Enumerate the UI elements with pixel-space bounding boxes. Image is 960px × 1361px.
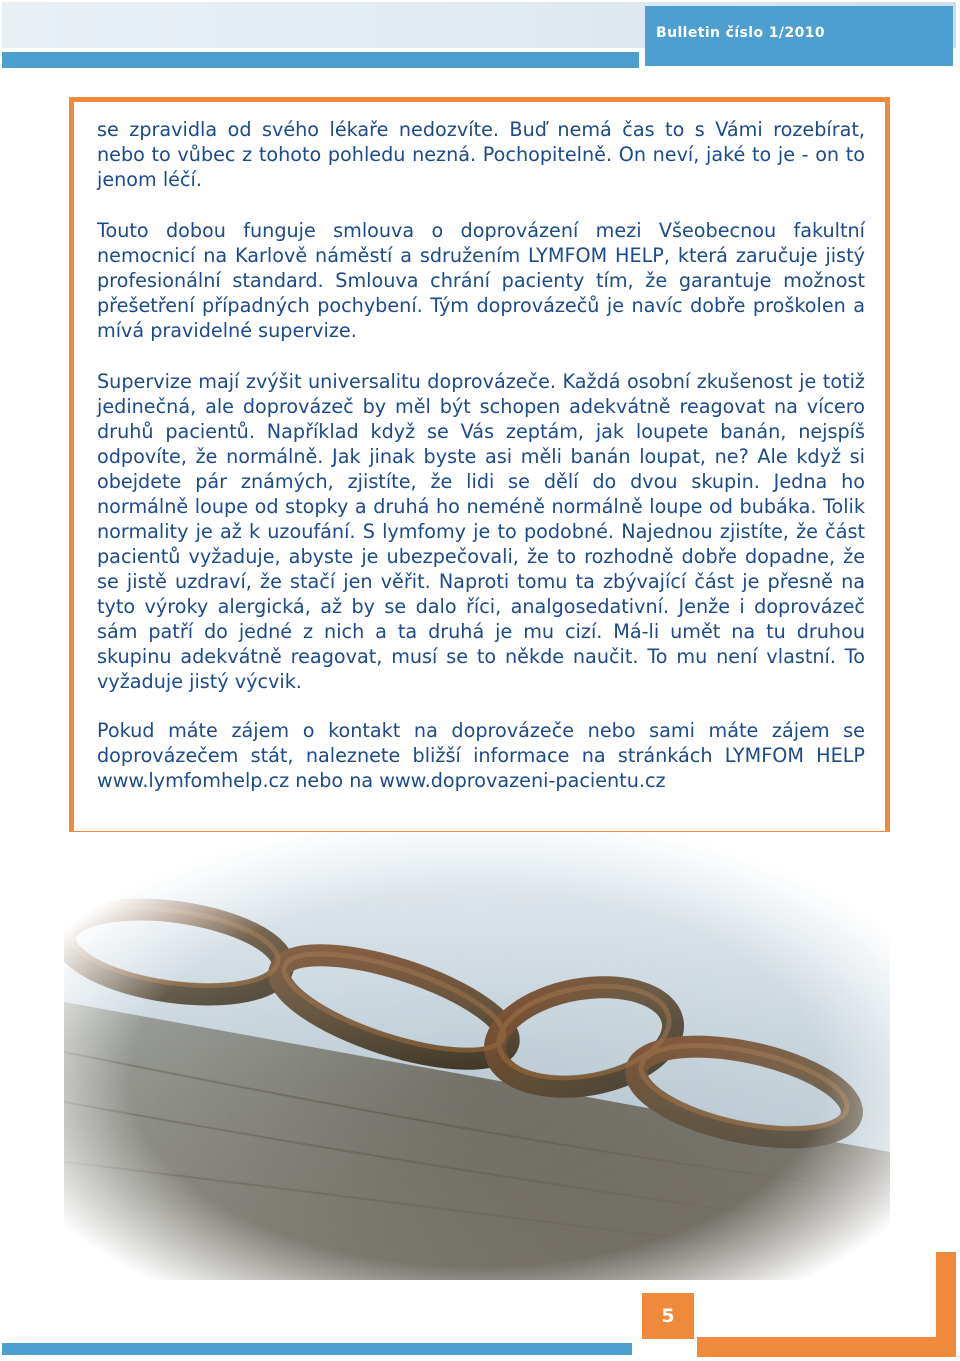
footer-accent-line — [2, 1343, 632, 1355]
page-number-box — [642, 1293, 694, 1339]
footer-orange-right-bar — [936, 1252, 956, 1357]
paragraph-2: Touto dobou funguje smlouva o doprovázení mezi Všeobecnou fakultní nemocnicí na Karlově náměstí a sdružením LYMFOM HELP, která zaručuje jistý profesionální standard. Smlouva chrání pacienty tím, že garantuje možnost přešetření případných pochybení. Tým doprovázečů je navíc dobře proškolen a mívá pravidelné supervize. — [97, 219, 865, 342]
header-accent-line — [2, 52, 639, 68]
chain-illustration — [64, 832, 890, 1280]
paragraph-1: se zpravidla od svého lékaře nedozvíte. Buď nemá čas to s Vámi rozebírat, nebo to vůbec z tohoto pohledu nezná. Pochopitelně. On neví, jaké to je - on to jenom léčí. — [97, 118, 865, 191]
footer-orange-bar — [697, 1337, 955, 1357]
page-number: 5 — [661, 1305, 675, 1327]
chain-photo — [64, 832, 890, 1280]
paragraph-3: Supervize mají zvýšit universalitu doprovázeče. Každá osobní zkušenost je totiž jedinečná, ale doprovázeč by měl být schopen adekvátně reagovat na vícero druhů pacientů. Například když se Vás zeptám, jak loupete banán, nejspíš odpovíte, že normálně. Jak jinak byste asi měli banán loupat, ne? Ale když si obejdete pár známých, zjistíte, že lidi se dělí do dvou skupin. Jedna ho normálně loupe od stopky a druhá ho neméně normálně loupe od bubáka. Tolik normality je až k uzoufání. S lymfomy je to podobné. Najednou zjistíte, že část pacientů vyžaduje, abyste je ubezpečovali, že to rozhodně dobře dopadne, že se jistě uzdraví, že stačí jen věřit. Naproti tomu ta zbývající část je přesně na tyto výroky alergická, až by se dalo říci, analgosedativní. Jenže i doprovázeč sám patří do jedné z nich a ta druhá je mu cizí. Má-li umět na tu druhou skupinu adekvátně reagovat, musí se to někde naučit. To mu není vlastní. To vyžaduje jistý výcvik. — [97, 370, 865, 693]
bulletin-title: Bulletin číslo 1/2010 — [656, 25, 826, 41]
paragraph-4: Pokud máte zájem o kontakt na doprovázeče nebo sami máte zájem se doprovázečem stát, naleznete bližší informace na stránkách LYMFOM HELP www.lymfomhelp.cz nebo na www.doprovazeni-pacientu.cz — [97, 719, 865, 792]
